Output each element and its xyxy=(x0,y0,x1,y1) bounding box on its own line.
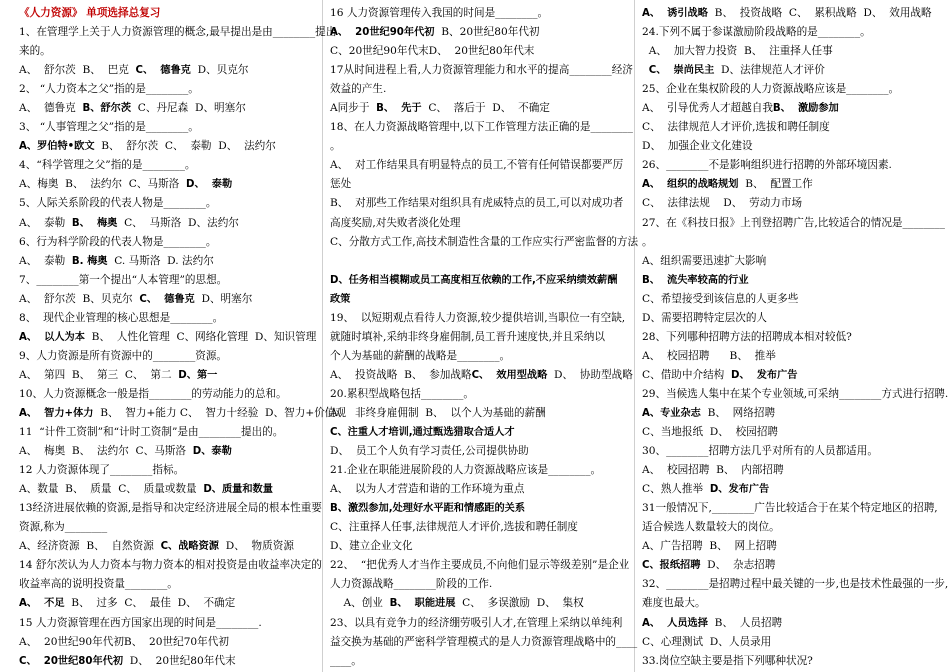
answer-highlight: D、第一 xyxy=(178,369,218,381)
text-line xyxy=(642,290,938,309)
text-segment: 24.下列不属于参谋激励阶段战略的是________。 xyxy=(642,26,871,39)
text-segment xyxy=(642,64,649,76)
text-line xyxy=(330,156,626,175)
text-line xyxy=(642,537,938,556)
text-segment: 18、在人力资源战略管理中,以下工作管理方法正确的是________ xyxy=(330,121,633,134)
text-line xyxy=(330,442,626,461)
text-line xyxy=(642,233,938,252)
text-line xyxy=(642,99,938,118)
text-line xyxy=(642,194,938,213)
text-segment: 20.累积型战略包括________。 xyxy=(330,387,474,400)
text-segment: 《人力资源》 单项选择总复习 xyxy=(19,7,161,19)
text-line xyxy=(330,347,626,366)
text-line xyxy=(330,290,626,309)
answer-highlight: C、 德鲁克 xyxy=(135,65,191,77)
text-segment: A、数量 B、 质量 C、 质量或数量 xyxy=(19,483,204,496)
text-segment: 33.岗位空缺主要是指下列哪种状况? xyxy=(642,654,813,667)
text-line xyxy=(330,99,626,118)
text-segment: A、 泰勒 xyxy=(19,216,72,229)
text-line xyxy=(330,366,633,385)
text-line xyxy=(19,442,313,461)
text-line xyxy=(642,347,938,366)
text-segment: B、20世纪80年代初 xyxy=(434,26,540,39)
text-segment: C、借助中介结构 xyxy=(642,368,731,381)
text-segment: B、 人员招聘 xyxy=(707,616,783,629)
text-line xyxy=(642,156,938,175)
text-line xyxy=(19,194,313,213)
text-line xyxy=(642,423,938,442)
text-line xyxy=(330,271,626,290)
text-segment: 4、“科学管理之父”指的是________。 xyxy=(19,159,196,172)
text-line xyxy=(330,194,626,213)
text-segment: 14 舒尔茨认为人力资本与物力资本的相对投资是由收益率决定的 xyxy=(19,559,322,572)
answer-highlight: B. 梅奥 xyxy=(71,255,108,267)
text-line xyxy=(19,366,313,385)
text-segment: B、 过多 C、 最佳 D、 不确定 xyxy=(64,597,236,610)
text-segment: 3、 “人事管理之父”指的是________。 xyxy=(19,121,199,134)
text-segment: A、创业 xyxy=(330,597,390,610)
answer-highlight: C、 崇尚民主 xyxy=(648,65,715,77)
answer-highlight: A、 智力+体力 xyxy=(19,407,94,419)
text-segment: C、分散方式工作,高技术制造性含量的工作应实行严密监督的方法 xyxy=(330,235,639,248)
text-segment: 资源,称为________ xyxy=(19,521,108,534)
text-segment: A、 第四 B、 第三 C、 第二 xyxy=(19,368,179,381)
text-line xyxy=(330,233,639,252)
answer-highlight: C、 效用型战略 xyxy=(471,369,548,381)
text-segment: C、 落后于 D、 不确定 xyxy=(421,102,550,115)
answer-highlight: B、舒尔茨 xyxy=(82,103,132,115)
text-line xyxy=(19,233,313,252)
text-segment: D、明塞尔 xyxy=(194,292,253,305)
text-segment: A、 舒尔茨 B、贝克尔 xyxy=(19,292,140,305)
text-line xyxy=(330,614,626,633)
text-segment: 13经济进展依赖的资源,是指导和决定经济进展全局的根本性重要 xyxy=(19,502,322,515)
text-line xyxy=(642,42,938,61)
text-line xyxy=(330,633,638,652)
text-segment: 9、人力资源是所有资源中的________资源。 xyxy=(19,349,228,362)
text-line xyxy=(19,633,313,652)
text-line xyxy=(642,594,938,613)
text-segment: 5、人际关系阶段的代表人物是________。 xyxy=(19,197,217,210)
text-line xyxy=(19,537,313,556)
text-segment: 7、________第一个提出“人本管理”的思想。 xyxy=(19,273,228,286)
text-segment: C. 马斯洛 D. 法约尔 xyxy=(107,254,214,267)
text-segment: C、注重择人任事,法律规范人才评价,选拔和聘任制度 xyxy=(330,521,578,534)
text-line xyxy=(19,252,313,271)
answer-highlight: B、 流失率较高的行业 xyxy=(642,274,749,286)
text-line xyxy=(330,175,626,194)
text-line xyxy=(19,385,313,404)
text-segment: A、经济资源 B、 自然资源 xyxy=(19,540,161,553)
text-line xyxy=(330,480,626,499)
text-column-middle xyxy=(330,4,639,671)
text-segment: D、 员工个人负有学习责任,公司提供协助 xyxy=(330,445,529,458)
text-line xyxy=(642,118,938,137)
text-segment: D、 杂志招聘 xyxy=(700,559,776,572)
text-segment: 难度也最大。 xyxy=(642,597,706,610)
text-segment: C、 法律规范人才评价,选拔和聘任制度 xyxy=(642,121,830,134)
text-segment: ____。 xyxy=(330,654,362,667)
answer-highlight: A、 人员选择 xyxy=(642,617,708,629)
text-segment: 。 xyxy=(642,235,653,248)
text-line xyxy=(19,461,313,480)
text-segment: A、 投资战略 B、 参加战略 xyxy=(330,368,472,381)
text-line xyxy=(330,518,626,537)
answer-highlight: D、任务相当模糊或员工高度相互依赖的工作,不应采纳绩效薪酬 xyxy=(330,274,618,286)
text-segment: A、 校园招聘 B、 推举 xyxy=(642,349,776,362)
text-segment: A、 舒尔茨 B、 巴克 xyxy=(19,64,136,77)
text-segment: 益交换为基础的严密科学管理模式的是人力资源管理战略中的____ xyxy=(330,635,638,648)
answer-highlight: A、 以人为本 xyxy=(19,331,85,343)
text-line xyxy=(19,614,313,633)
text-line xyxy=(642,499,938,518)
text-line xyxy=(330,404,626,423)
text-segment: C、心理测试 D、人员录用 xyxy=(642,635,772,648)
text-segment: 32、________是招聘过程中最关键的一步,也是技术性最强的一步, xyxy=(642,578,949,591)
answer-highlight: A、 不足 xyxy=(19,598,65,610)
text-line xyxy=(19,99,313,118)
text-segment: 高度奖励,对失败者淡化处理 xyxy=(330,216,461,229)
text-segment: 26、________不是影响组织进行招聘的外部环境因素. xyxy=(642,159,892,172)
text-segment: 来的。 xyxy=(19,45,51,58)
text-segment: C、当地报纸 D、 校园招聘 xyxy=(642,426,779,439)
text-segment: 30、________招聘方法几乎对所有的人员都适用。 xyxy=(642,445,878,458)
text-segment: C、熟人推举 xyxy=(642,483,710,496)
text-line xyxy=(642,614,938,633)
text-line xyxy=(642,404,938,423)
answer-highlight: A、专业杂志 xyxy=(642,407,701,419)
answer-highlight: B、 职能进展 xyxy=(389,598,456,610)
text-line xyxy=(642,652,938,671)
text-line xyxy=(330,423,626,442)
text-segment: C、 多误激励 D、 集权 xyxy=(455,597,584,610)
text-segment: A、 校园招聘 B、 内部招聘 xyxy=(642,464,784,477)
answer-highlight: D、 泰勒 xyxy=(186,179,233,191)
text-segment: 收益率高的说明投资量________。 xyxy=(19,578,178,591)
text-segment: A、 对工作结果具有明显特点的员工,不管有任何错误都要严厉 xyxy=(330,159,624,172)
text-segment: B、 舒尔茨 C、 泰勒 D、 法约尔 xyxy=(94,140,276,153)
text-line xyxy=(19,328,317,347)
text-line xyxy=(330,137,626,156)
text-line xyxy=(19,518,313,537)
text-segment: A、 非终身雇佣制 B、 以个人为基础的薪酬 xyxy=(330,406,546,419)
text-segment: 25、企业在集权阶段的人力资源战略应该是________。 xyxy=(642,83,900,96)
text-segment: 22、 “把优秀人才当作主要成员,不向他们显示等级差别”是企业 xyxy=(330,559,630,572)
text-line xyxy=(642,633,938,652)
text-line xyxy=(330,80,626,99)
text-segment: 8、 现代企业管理的核心思想是________。 xyxy=(19,311,224,324)
text-line xyxy=(330,575,626,594)
text-segment: 27、在《科技日报》上刊登招聘广告,比较适合的情况是________ xyxy=(642,216,945,229)
column-divider xyxy=(634,0,635,672)
text-line xyxy=(19,556,322,575)
text-line xyxy=(642,518,938,537)
text-line xyxy=(642,175,938,194)
answer-highlight: B、 梅奥 xyxy=(71,217,118,229)
text-segment: B、 智力+能力 C、 智力十经验 D、智力+价值观 xyxy=(93,406,346,419)
text-line xyxy=(642,137,938,156)
answer-highlight: D、 发布广告 xyxy=(731,369,798,381)
text-line xyxy=(19,594,313,613)
text-line xyxy=(330,594,626,613)
text-line xyxy=(330,556,630,575)
text-segment: A、 泰勒 xyxy=(19,254,72,267)
answer-highlight: C、战略资源 xyxy=(160,541,219,553)
text-line xyxy=(330,252,626,271)
text-segment: 28、下列哪种招聘方法的招聘成本相对较低? xyxy=(642,330,852,343)
text-segment: 惩处 xyxy=(330,178,352,191)
text-segment: 29、当候选人集中在某个专业领域,可采纳________方式进行招聘. xyxy=(642,387,949,400)
text-line xyxy=(330,61,633,80)
text-line xyxy=(19,652,313,671)
text-line xyxy=(642,442,938,461)
text-segment: D、建立企业文化 xyxy=(330,540,413,553)
text-segment: 11 “计件工资制”和“计时工资制”是由________提出的。 xyxy=(19,426,284,439)
text-segment: 2、 “人力资本之父”指的是________。 xyxy=(19,83,199,96)
text-line xyxy=(330,309,626,328)
text-line xyxy=(19,137,313,156)
text-line xyxy=(642,80,938,99)
text-line xyxy=(642,366,938,385)
text-line xyxy=(642,309,938,328)
text-line xyxy=(642,385,949,404)
text-segment: B、 网络招聘 xyxy=(700,406,776,419)
answer-highlight: A、罗伯特•欧文 xyxy=(19,141,95,153)
text-segment: 16 人力资源管理传入我国的时间是________。 xyxy=(330,7,549,19)
text-segment: 效益的产生. xyxy=(330,83,387,96)
text-line xyxy=(330,214,626,233)
text-segment: 23、以具有竞争力的经济绷劳吸引人才,在管理上采纳以单纯利 xyxy=(330,616,623,629)
text-segment: C、 法律法规 D、 劳动力市场 xyxy=(642,197,803,210)
text-segment: 就随时填补,采纳非终身雇佣制,员工晋升速度快,并且采纳以 xyxy=(330,330,605,343)
text-segment: A、 梅奥 B、 法约尔 C、马斯洛 xyxy=(19,445,193,458)
text-line xyxy=(330,385,626,404)
text-line xyxy=(330,461,626,480)
text-segment: 1、在管理学上关于人力资源管理的概念,最早提出是由________提出 xyxy=(19,26,337,39)
text-segment: B、 对那些工作结果对组织具有虎威特点的员工,可以对成功者 xyxy=(330,197,624,210)
text-segment: D、法律规范人才评价 xyxy=(714,64,825,77)
text-segment: C、丹尼森 D、明塞尔 xyxy=(131,102,246,115)
text-column-right xyxy=(642,4,949,671)
text-segment: A、 以为人才营造和谐的工作环境为重点 xyxy=(330,483,525,496)
text-segment: A、 加大智力投资 B、 注重择人任事 xyxy=(642,45,833,58)
answer-highlight: A、 组织的战略规划 xyxy=(642,179,739,191)
text-line xyxy=(642,4,938,23)
text-segment: 31一般情况下,________广告比较适合于在某个特定地区的招聘, xyxy=(642,502,938,515)
text-line xyxy=(642,556,938,575)
text-line xyxy=(19,347,313,366)
text-line xyxy=(19,80,313,99)
text-line xyxy=(19,42,313,61)
text-segment: B、 投资战略 C、 累积战略 D、 效用战略 xyxy=(707,7,932,19)
text-segment: D、需要招聘特定层次的人 xyxy=(642,311,768,324)
text-segment: 17从时间进程上看,人力资源管理能力和水平的提高________经济 xyxy=(330,64,633,77)
text-segment: D、 加强企业文化建设 xyxy=(642,140,753,153)
answer-highlight: C、注重人才培训,通过甄选猎取合适人才 xyxy=(330,427,515,439)
column-divider xyxy=(322,0,323,672)
text-line xyxy=(19,404,346,423)
text-line xyxy=(330,328,626,347)
text-line xyxy=(330,537,626,556)
text-line xyxy=(19,156,313,175)
text-segment: 6、行为科学阶段的代表人物是________。 xyxy=(19,235,217,248)
text-line xyxy=(642,271,938,290)
answer-highlight: D、质量和数量 xyxy=(203,484,273,496)
answer-highlight: B、 先于 xyxy=(376,103,422,115)
text-line xyxy=(330,652,626,671)
text-line xyxy=(19,214,313,233)
text-segment: B、 配置工作 xyxy=(738,178,813,191)
text-segment: A、广告招聘 B、 网上招聘 xyxy=(642,540,777,553)
text-line xyxy=(330,42,626,61)
text-segment: D、 协助型战略 xyxy=(547,368,633,381)
text-line xyxy=(642,461,938,480)
answer-highlight: C、 德鲁克 xyxy=(139,293,195,305)
text-segment: A、 引导优秀人才超越自我 xyxy=(642,102,773,115)
text-line xyxy=(19,61,313,80)
text-segment: 19、 以短期观点看待人力资源,较少提供培训,当职位一有空缺, xyxy=(330,311,626,324)
answer-highlight: 政策 xyxy=(330,293,351,305)
text-segment: 。 xyxy=(330,140,341,153)
answer-highlight: B、激烈参加,处理好水平距和情感距的关系 xyxy=(330,503,526,515)
text-segment: D、贝克尔 xyxy=(190,64,249,77)
text-line xyxy=(19,423,313,442)
text-segment: 21.企业在职能进展阶段的人力资源战略应该是________。 xyxy=(330,464,602,477)
text-line xyxy=(19,290,313,309)
text-segment: 个人为基础的薪酬的战略是________。 xyxy=(330,349,511,362)
text-segment: C、 马斯洛 D、法约尔 xyxy=(117,216,239,229)
text-segment: D、 20世纪80年代末 xyxy=(123,654,236,667)
text-segment: 适合候选人数量较大的岗位。 xyxy=(642,521,780,534)
text-segment: C、希望接受到该信息的人更多些 xyxy=(642,292,799,305)
text-line xyxy=(642,23,938,42)
text-segment: C、20世纪90年代末D、 20世纪80年代末 xyxy=(330,45,535,58)
text-segment: A、梅奥 B、 法约尔 C、马斯洛 xyxy=(19,178,187,191)
document-title xyxy=(19,4,313,23)
answer-highlight: C、 20世纪80年代初 xyxy=(19,655,124,667)
text-segment: D、 物质资源 xyxy=(219,540,294,553)
text-line xyxy=(19,175,313,194)
answer-highlight: A、 20世纪90年代初 xyxy=(330,27,435,39)
text-segment: 12 人力资源体现了________指标。 xyxy=(19,464,185,477)
text-segment: 人力资源战略________阶段的工作. xyxy=(330,578,493,591)
text-line xyxy=(19,271,313,290)
answer-highlight: A、 诱引战略 xyxy=(642,8,708,19)
text-segment: B、 人性化管理 C、网络化管理 D、知识管理 xyxy=(84,330,317,343)
text-line xyxy=(642,61,938,80)
answer-highlight: D、发布广告 xyxy=(709,484,770,496)
answer-highlight: B、 激励参加 xyxy=(772,103,839,115)
text-segment: A、组织需要迅速扩大影响 xyxy=(642,254,767,267)
text-segment: A、 20世纪90年代初B、 20世纪70年代初 xyxy=(19,635,229,648)
text-line xyxy=(642,480,938,499)
text-line xyxy=(330,118,633,137)
text-line xyxy=(330,4,626,23)
text-segment: 15 人力资源管理在西方国家出现的时间是________. xyxy=(19,616,262,629)
text-line xyxy=(642,252,938,271)
text-line xyxy=(330,499,626,518)
text-line xyxy=(642,214,945,233)
text-segment: A、 德鲁克 xyxy=(19,102,83,115)
text-line xyxy=(19,575,313,594)
answer-highlight: C、报纸招聘 xyxy=(642,560,701,572)
text-segment: A同步于 xyxy=(330,102,377,115)
text-line xyxy=(19,23,337,42)
text-line xyxy=(642,575,949,594)
text-line xyxy=(19,309,313,328)
text-line xyxy=(642,328,938,347)
text-line xyxy=(19,499,322,518)
text-segment: 10、人力资源概念一般是指________的劳动能力的总和。 xyxy=(19,387,287,400)
text-line xyxy=(330,23,626,42)
text-line xyxy=(19,118,313,137)
text-line xyxy=(19,480,313,499)
answer-highlight: D、泰勒 xyxy=(192,446,232,458)
